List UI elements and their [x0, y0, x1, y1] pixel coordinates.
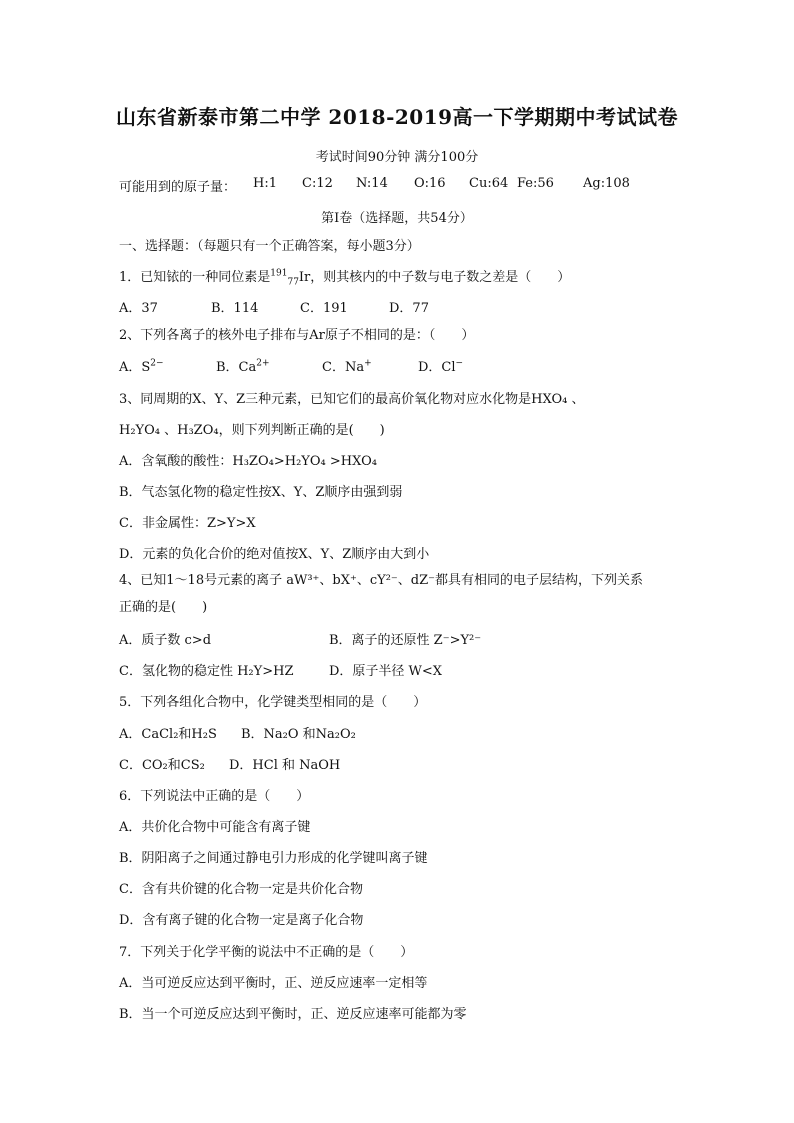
- question-3-option-c: C．非金属性：Z>Y>X: [119, 516, 256, 531]
- ion-charge: 2+: [256, 358, 270, 369]
- question-3-stem-line-1: 3、同周期的X、Y、Z三种元素，已知它们的最高价氧化物对应水化物是HXO₄ 、: [119, 392, 585, 407]
- exam-title: 山东省新泰市第二中学 2018-2019高一下学期期中考试试卷: [115, 105, 679, 129]
- question-6-stem: 6．下列说法中正确的是（ ）: [119, 789, 310, 804]
- atomic-mass-item: Fe:56: [517, 176, 554, 191]
- isotope-atomic-number: 77: [287, 277, 299, 288]
- exam-subtitle: 考试时间90分钟 满分100分: [315, 150, 479, 165]
- question-4-stem-line-2: 正确的是( ): [119, 600, 208, 615]
- question-6-option-a: A．共价化合物中可能含有离子键: [119, 820, 311, 835]
- question-7-option-a: A．当可逆反应达到平衡时，正、逆反应速率一定相等: [119, 976, 428, 991]
- question-1-stem-pre: 1．已知铱的一种同位素是: [119, 270, 271, 285]
- question-2-option-d: [418, 359, 463, 377]
- ion-charge: +: [364, 358, 372, 369]
- instructions: 一、选择题：（每题只有一个正确答案，每小题3分）: [119, 239, 420, 254]
- question-2-option-a: [119, 359, 164, 377]
- atomic-mass-item: H:1: [253, 176, 277, 191]
- atomic-mass-item: Ag:108: [583, 176, 630, 191]
- ion-charge: 2−: [150, 358, 164, 369]
- atomic-masses-label: 可能用到的原子量：: [119, 180, 237, 195]
- atomic-mass-item: Cu:64: [469, 176, 509, 191]
- question-4-option-c: C．氢化物的稳定性 H₂Y>HZ: [119, 664, 294, 679]
- option-text: D．Cl: [418, 360, 456, 375]
- question-1-option-b: B．114: [211, 301, 259, 316]
- ion-charge: −: [455, 358, 464, 369]
- question-3-option-d: D．元素的负化合价的绝对值按X、Y、Z顺序由大到小: [119, 547, 430, 562]
- question-4-option-b: B．离子的还原性 Z⁻>Y²⁻: [329, 633, 482, 648]
- question-2-option-b: [216, 359, 270, 377]
- atomic-mass-item: C:12: [302, 176, 333, 191]
- question-5-option-a: A．CaCl₂和H₂S: [119, 727, 217, 742]
- question-3-option-a: A．含氧酸的酸性：H₃ZO₄>H₂YO₄ >HXO₄: [119, 454, 377, 469]
- question-4-option-d: D．原子半径 W<X: [329, 664, 443, 679]
- section-title: 第Ⅰ卷（选择题，共54分）: [321, 211, 473, 226]
- atomic-mass-item: O:16: [414, 176, 446, 191]
- question-5-option-b: B．Na₂O 和Na₂O₂: [241, 727, 356, 742]
- question-2-option-c: [322, 359, 372, 377]
- isotope-mass-number: 191: [270, 268, 288, 279]
- question-3-option-b: B．气态氢化物的稳定性按X、Y、Z顺序由强到弱: [119, 485, 403, 500]
- question-1-stem: [119, 269, 570, 287]
- question-4-stem-line-1: 4、已知1～18号元素的离子 aW³⁺、bX⁺、cY²⁻、dZ⁻都具有相同的电子层结构，下列关系: [119, 573, 643, 588]
- isotope-symbol: Ir: [298, 270, 311, 285]
- option-text: C．Na: [322, 360, 365, 375]
- question-1-option-a: A．37: [119, 301, 158, 316]
- question-1-option-d: D．77: [389, 301, 429, 316]
- question-5-option-d: D．HCl 和 NaOH: [229, 758, 341, 773]
- option-text: A．S: [119, 360, 151, 375]
- question-1-stem-post: ，则其核内的中子数与电子数之差是（ ）: [310, 270, 571, 285]
- question-5-option-c: C．CO₂和CS₂: [119, 758, 205, 773]
- question-7-option-b: B．当一个可逆反应达到平衡时，正、逆反应速率可能都为零: [119, 1007, 467, 1022]
- question-2-stem: 2、下列各离子的核外电子排布与Ar原子不相同的是：（ ）: [119, 328, 475, 343]
- question-7-stem: 7．下列关于化学平衡的说法中不正确的是（ ）: [119, 945, 414, 960]
- atomic-mass-item: N:14: [356, 176, 388, 191]
- question-6-option-b: B．阴阳离子之间通过静电引力形成的化学键叫离子键: [119, 851, 428, 866]
- question-1-option-c: C．191: [300, 301, 348, 316]
- question-3-stem-line-2: H₂YO₄ 、H₃ZO₄，则下列判断正确的是( ): [119, 423, 385, 438]
- question-5-stem: 5．下列各组化合物中，化学键类型相同的是（ ）: [119, 695, 427, 710]
- question-6-option-c: C．含有共价键的化合物一定是共价化合物: [119, 882, 363, 897]
- question-6-option-d: D．含有离子键的化合物一定是离子化合物: [119, 913, 364, 928]
- option-text: B．Ca: [216, 360, 257, 375]
- question-4-option-a: A．质子数 c>d: [119, 633, 212, 648]
